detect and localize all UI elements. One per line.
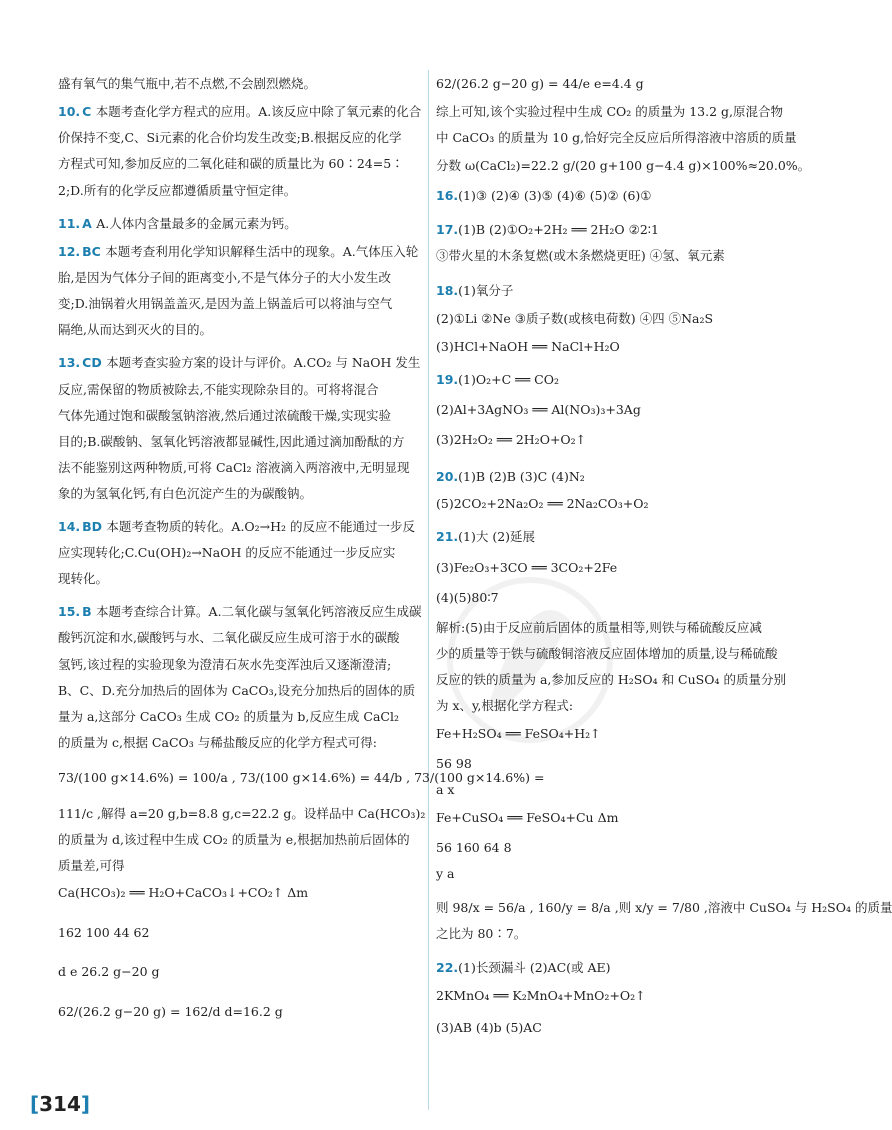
text-line [58,322,212,338]
line-text: d e 26.2 g−20 g [58,964,160,979]
text-line [58,709,399,725]
line-text: (1)③ (2)④ (3)⑤ (4)⑥ (5)② (6)① [458,188,652,203]
line-text: 氢钙,该过程的实验现象为澄清石灰水先变浑浊后又逐渐澄清; [58,657,392,672]
column-divider [428,70,429,1110]
line-text: 62/(26.2 g−20 g) = 44/e e=4.4 g [436,76,644,91]
line-text: (5)2CO₂+2Na₂O₂ ══ 2Na₂CO₃+O₂ [436,496,649,511]
question-number: 19. [436,372,459,387]
text-line [436,960,611,976]
line-text: ③带火星的木条复燃(或木条燃烧更旺) ④氢、氧元素 [436,248,725,263]
text-line [58,806,425,822]
text-line [58,486,312,502]
question-number: 21. [436,529,459,544]
line-text: Ca(HCO₃)₂ ══ H₂O+CaCO₃↓+CO₂↑ Δm [58,885,309,900]
text-line [58,104,421,120]
text-line [436,283,513,299]
text-line [58,183,296,199]
line-text: 之比为 80∶7。 [436,926,527,941]
text-line [436,590,499,606]
line-text: 酸钙沉淀和水,碳酸钙与水、二氧化碳反应生成可溶于水的碳酸 [58,630,400,645]
text-line [436,104,783,120]
answer-letter: B [82,604,97,619]
text-line [58,1004,283,1020]
text-line [436,726,601,742]
text-line [58,604,422,620]
text-line [58,885,308,901]
question-number: 18. [436,283,459,298]
question-number: 15. [58,604,81,619]
question-number: 16. [436,188,459,203]
text-line [436,158,810,174]
line-text: 本题考查实验方案的设计与评价。A.CO₂ 与 NaOH 发生 [106,355,421,370]
question-number: 11. [58,216,81,231]
line-text: 56 98 [436,756,472,771]
line-text: 分数 ω(CaCl₂)=22.2 g/(20 g+100 g−4.4 g)×100%≈20.0%。 [436,158,811,173]
line-text: 的质量为 d,该过程中生成 CO₂ 的质量为 e,根据加热前后固体的 [58,832,410,847]
question-number: 13. [58,355,81,370]
question-number: 14. [58,519,81,534]
text-line [436,646,777,662]
text-line [436,222,659,238]
line-text: 象的为氢氧化钙,有白色沉淀产生的为碳酸钠。 [58,486,312,501]
line-text: 盛有氧气的集气瓶中,若不点燃,不会剧烈燃烧。 [58,76,316,91]
line-text: 反应的铁的质量为 a,参加反应的 H₂SO₄ 和 CuSO₄ 的质量分别 [436,672,786,687]
text-line [436,782,454,798]
line-text: 变;D.油锅着火用锅盖盖灭,是因为盖上锅盖后可以将油与空气 [58,296,393,311]
text-line [436,620,762,636]
line-text: (1)B (2)B (3)C (4)N₂ [458,469,585,484]
text-line [58,130,401,146]
line-text: 少的质量等于铁与硫酸铜溶液反应固体增加的质量,设与稀硫酸 [436,646,778,661]
text-line [436,926,526,942]
text-line [58,683,415,699]
line-text: 111/c ,解得 a=20 g,b=8.8 g,c=22.2 g。设样品中 Ca(HCO₃)₂ [58,806,426,821]
line-text: (3)HCl+NaOH ══ NaCl+H₂O [436,339,620,354]
line-text: 综上可知,该个实验过程中生成 CO₂ 的质量为 13.2 g,原混合物 [436,104,783,119]
line-text: (1)长颈漏斗 (2)AC(或 AE) [458,960,611,975]
line-text: 为 x、y,根据化学方程式: [436,698,574,713]
line-text: 73/(100 g×14.6%) = 100/a , 73/(100 g×14.6%) = 44/b , 73/(100 g×14.6%) = [58,770,545,785]
line-text: 的质量为 c,根据 CaCO₃ 与稀盐酸反应的化学方程式可得: [58,735,377,750]
line-text: B、C、D.充分加热后的固体为 CaCO₃,设充分加热后的固体的质 [58,683,416,698]
answer-letter: BD [82,519,107,534]
text-line [436,900,892,916]
text-line [58,76,316,92]
text-line [58,571,108,587]
text-line [58,657,391,673]
text-line [58,434,404,450]
line-text: (3)Fe₂O₃+3CO ══ 3CO₂+2Fe [436,560,618,575]
line-text: 解析:(5)由于反应前后固体的质量相等,则铁与稀硫酸反应减 [436,620,762,635]
text-line [58,216,297,232]
text-line [436,372,559,388]
text-line [436,432,586,448]
line-text: a x [436,782,455,797]
line-text: 法不能鉴别这两种物质,可将 CaCl₂ 溶液滴入两溶液中,无明显现 [58,460,410,475]
line-text: 应实现转化;C.Cu(OH)₂→NaOH 的反应不能通过一步反应实 [58,545,396,560]
text-line [436,188,652,204]
answer-letter: BC [82,244,106,259]
line-text: 隔绝,从而达到灭火的目的。 [58,322,212,337]
line-text: A.人体内含量最多的金属元素为钙。 [96,216,297,231]
text-line [58,545,395,561]
line-text: 胎,是因为气体分子间的距离变小,不是气体分子的大小发生改 [58,270,391,285]
text-line [436,866,455,882]
text-line [58,408,391,424]
line-text: 本题考查综合计算。A.二氧化碳与氢氧化钙溶液反应生成碳 [96,604,422,619]
text-line [436,1020,542,1036]
text-line [58,460,409,476]
line-text: (2)①Li ②Ne ③质子数(或核电荷数) ④四 ⑤Na₂S [436,311,714,326]
text-line [58,735,377,751]
line-text: 气体先通过饱和碳酸氢钠溶液,然后通过浓硫酸干燥,实现实验 [58,408,391,423]
text-line [58,519,415,535]
line-text: 本题考查利用化学知识解释生活中的现象。A.气体压入轮 [105,244,419,259]
line-text: (1)O₂+C ══ CO₂ [458,372,559,387]
line-text: 量为 a,这部分 CaCO₃ 生成 CO₂ 的质量为 b,反应生成 CaCl₂ [58,709,399,724]
text-line [436,672,786,688]
text-line [436,810,618,826]
line-text: Fe+CuSO₄ ══ FeSO₄+Cu Δm [436,810,619,825]
text-line [436,130,797,146]
line-text: 2;D.所有的化学反应都遵循质量守恒定律。 [58,183,297,198]
text-line [58,355,420,371]
line-text: 中 CaCO₃ 的质量为 10 g,恰好完全反应后所得溶液中溶质的质量 [436,130,797,145]
text-line [58,296,392,312]
line-text: Fe+H₂SO₄ ══ FeSO₄+H₂↑ [436,726,601,741]
text-line [58,630,399,646]
text-line [436,496,648,512]
line-text: 目的;B.碳酸钠、氢氧化钙溶液都显碱性,因此通过滴加酚酞的方 [58,434,405,449]
answer-letter: CD [82,355,107,370]
line-text: (4)(5)80∶7 [436,590,499,605]
line-text: 价保持不变,C、Si元素的化合价均发生改变;B.根据反应的化学 [58,130,402,145]
line-text: (1)大 (2)延展 [458,529,536,544]
text-line [436,469,585,485]
line-text: 62/(26.2 g−20 g) = 162/d d=16.2 g [58,1004,283,1019]
text-line [58,925,149,941]
text-line [58,832,410,848]
text-line [58,156,404,172]
line-text: 现转化。 [58,571,109,586]
text-line [436,988,646,1004]
question-number: 20. [436,469,459,484]
line-text: (3)AB (4)b (5)AC [436,1020,542,1035]
line-text: y a [436,866,455,881]
text-line [436,756,472,772]
text-line [436,339,620,355]
page-number: [314] [30,1092,91,1116]
text-line [436,698,573,714]
text-line [436,529,535,545]
line-text: (2)Al+3AgNO₃ ══ Al(NO₃)₃+3Ag [436,402,641,417]
line-text: (1)氧分子 [458,283,514,298]
text-line [436,248,725,264]
text-line [436,560,617,576]
text-line [436,840,512,856]
text-line [436,76,644,92]
line-text: 2KMnO₄ ══ K₂MnO₄+MnO₂+O₂↑ [436,988,646,1003]
text-line [58,382,378,398]
text-line [58,964,160,980]
line-text: 则 98/x = 56/a , 160/y = 8/a ,则 x/y = 7/80 ,溶液中 CuSO₄ 与 H₂SO₄ 的质量 [436,900,892,915]
line-text: 本题考查物质的转化。A.O₂→H₂ 的反应不能通过一步反 [106,519,416,534]
answer-letter: C [82,104,96,119]
text-line [58,244,418,260]
line-text: 本题考查化学方程式的应用。A.该反应中除了氧元素的化合 [95,104,422,119]
right-column [436,0,892,1130]
question-number: 22. [436,960,459,975]
line-text: 反应,需保留的物质被除去,不能实现除杂目的。可将将混合 [58,382,379,397]
text-line [58,270,391,286]
line-text: (1)B (2)①O₂+2H₂ ══ 2H₂O ②2∶1 [458,222,659,237]
line-text: 方程式可知,参加反应的二氧化硅和碳的质量比为 60∶24=5∶ [58,156,404,171]
text-line [58,858,124,874]
question-number: 10. [58,104,81,119]
line-text: (3)2H₂O₂ ══ 2H₂O+O₂↑ [436,432,587,447]
text-line [436,402,641,418]
text-line [436,311,713,327]
answer-letter: A [82,216,97,231]
line-text: 56 160 64 8 [436,840,512,855]
question-number: 12. [58,244,81,259]
line-text: 162 100 44 62 [58,925,150,940]
question-number: 17. [436,222,459,237]
line-text: 质量差,可得 [58,858,125,873]
